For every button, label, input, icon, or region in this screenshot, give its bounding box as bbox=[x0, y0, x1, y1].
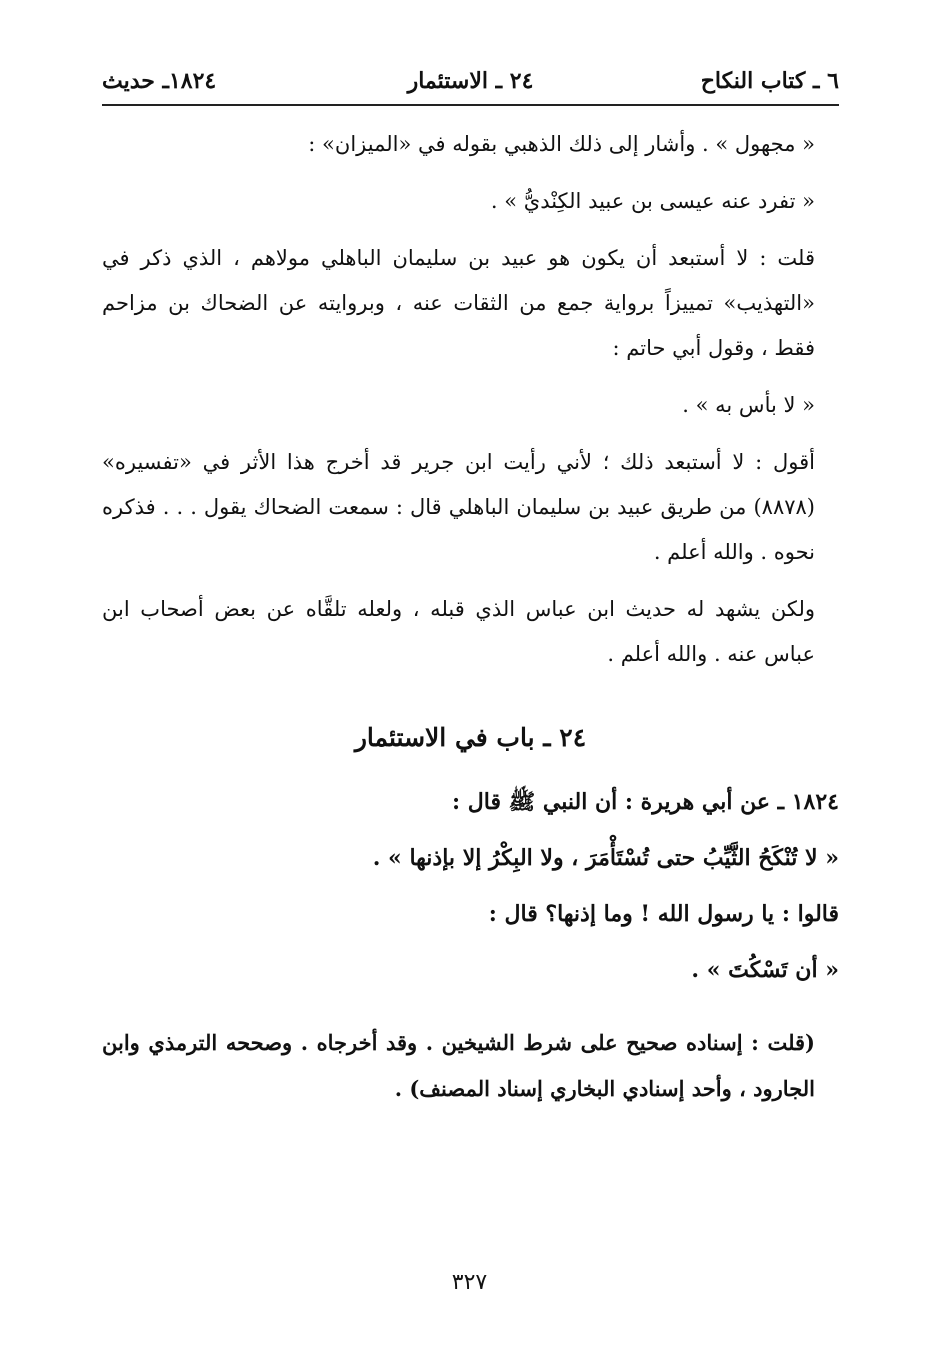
paragraph-la-basa: « لا بأس به » . bbox=[682, 393, 815, 417]
header-hadith-number: ١٨٢٤ـ حديث bbox=[102, 68, 217, 94]
paragraph-qultu: قلت : لا أستبعد أن يكون هو عبيد بن سليمان الباهلي مولاهم ، الذي ذكر في «التهذيب» تمييزاً برواية جمع من الثقات عنه ، وبروايته عن الضحاك بن مزاحم فقط ، وقول أبي حاتم : bbox=[102, 246, 815, 360]
page-number: ٣٢٧ bbox=[451, 1270, 488, 1295]
hadith-line-matn: « لا تُنْكَحُ الثَّيِّبُ حتى تُسْتَأْمَرَ ، ولا البِكْرُ إلا بإذنها » . bbox=[372, 845, 839, 871]
authenticity-note: (قلت : إسناده صحيح على شرط الشيخين . وقد أخرجاه . وصححه الترمذي وابن الجارود ، وأحد إسنادي البخاري إسناد المصنف) . bbox=[102, 1030, 815, 1101]
hadith-line-question: قالوا : يا رسول الله ! وما إذنها؟ قال : bbox=[488, 901, 839, 927]
hadith-block bbox=[102, 774, 839, 998]
header-rule bbox=[102, 104, 839, 106]
chapter-heading: ٢٤ ـ باب في الاستئمار bbox=[354, 723, 587, 752]
header-book-title: ٦ ـ كتاب النكاح bbox=[700, 68, 839, 94]
paragraph-walakin: ولكن يشهد له حديث ابن عباس الذي قبله ، ولعله تلقَّاه عن بعض أصحاب ابن عباس عنه . والله أعلم . bbox=[102, 597, 815, 666]
paragraph-majhul: « مجهول » . وأشار إلى ذلك الذهبي بقوله في «الميزان» : bbox=[308, 132, 815, 156]
paragraph-tafarrad: « تفرد عنه عيسى بن عبيد الكِنْديُّ » . bbox=[490, 189, 815, 213]
hadith-line-isnad: ١٨٢٤ ـ عن أبي هريرة : أن النبي ﷺ قال : bbox=[452, 789, 839, 815]
running-header bbox=[102, 62, 839, 102]
paragraph-aqulu: أقول : لا أستبعد ذلك ؛ لأني رأيت ابن جرير قد أخرج هذا الأثر في «تفسيره» (٨٨٧٨) من طريق عبيد بن سليمان الباهلي قال : سمعت الضحاك يقول . . . فذكره نحوه . والله أعلم . bbox=[102, 450, 815, 564]
header-chapter-title: ٢٤ ـ الاستئمار bbox=[407, 68, 534, 94]
page-body bbox=[102, 122, 839, 1133]
hadith-line-answer: « أن تَسْكُتَ » . bbox=[691, 957, 839, 983]
